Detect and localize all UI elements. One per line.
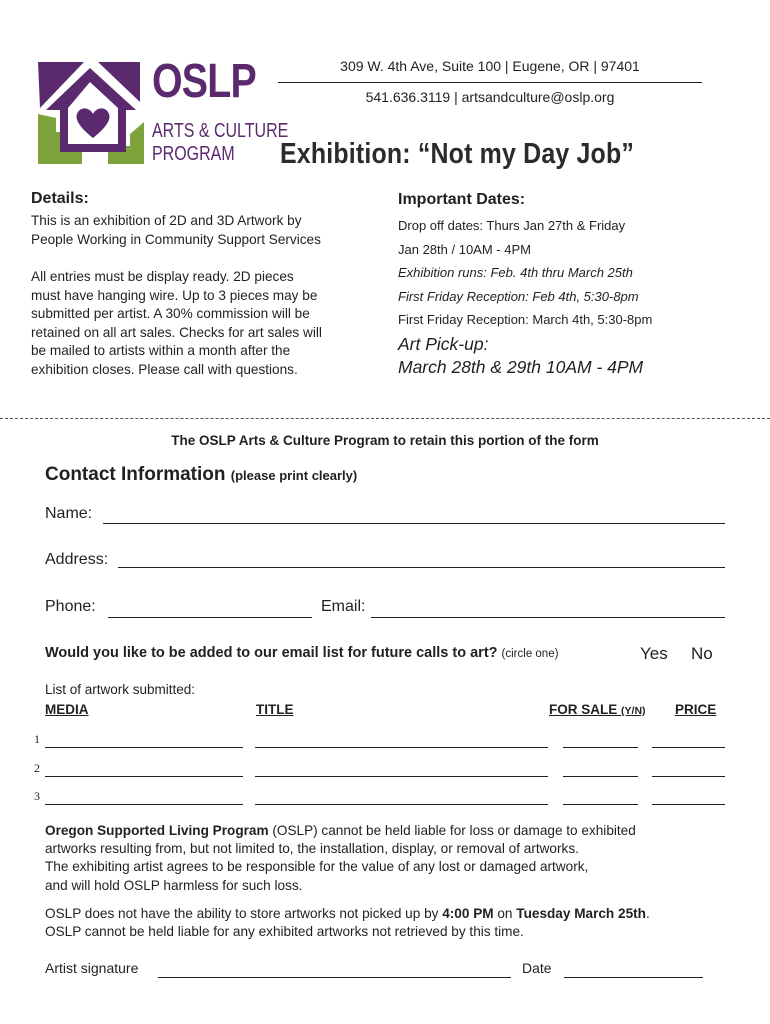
important-dates-heading: Important Dates:: [398, 191, 526, 208]
retain-notice: The OSLP Arts & Culture Program to retain this portion of the form: [171, 433, 599, 448]
row-3-title-field[interactable]: [255, 804, 548, 805]
signature-label: Artist signature: [45, 960, 139, 976]
important-dates-list: [398, 214, 652, 332]
row-1-sale-field[interactable]: [563, 747, 638, 748]
name-label: Name:: [45, 505, 93, 522]
yes-option[interactable]: Yes: [640, 644, 668, 663]
liability-disclaimer: Oregon Supported Living Program (OSLP) cannot be held liable for loss or damage to exhibited artworks resulting from, but not limited to, the installation, display, or removal of artworks. The exhibiting artist agrees to be responsible for the value of any lost or damaged artwork, and will hold OSLP harmless for such loss.: [45, 823, 636, 893]
logo-subtitle-2: PROGRAM: [152, 143, 235, 165]
details-heading: Details:: [31, 190, 89, 207]
contact-text: 541.636.3119 | artsandculture@oslp.org: [365, 89, 615, 105]
row-3-media-field[interactable]: [45, 804, 243, 805]
address-label: Address:: [45, 551, 109, 568]
row-2-price-field[interactable]: [652, 776, 725, 777]
circle-one-hint: (circle one): [501, 648, 559, 660]
row-1-title-field[interactable]: [255, 747, 548, 748]
row-1-price-field[interactable]: [652, 747, 725, 748]
phone-field[interactable]: [108, 617, 312, 618]
art-pickup: Art Pick-up: March 28th & 29th 10AM - 4PM: [398, 334, 644, 377]
exhibition-runs: Exhibition runs: Feb. 4th thru March 25th: [398, 265, 633, 280]
phone-label: Phone:: [45, 598, 96, 615]
email-label: Email:: [321, 598, 366, 615]
email-field[interactable]: [371, 617, 725, 618]
column-media: MEDIA: [45, 702, 89, 717]
row-number: 1: [34, 732, 40, 746]
no-option[interactable]: No: [691, 644, 713, 663]
row-number: 3: [34, 789, 40, 803]
logo-subtitle-1: ARTS & CULTURE: [152, 120, 289, 142]
row-number: 2: [34, 761, 40, 775]
date-field[interactable]: [564, 977, 703, 978]
first-friday-2: First Friday Reception: March 4th, 5:30-8pm: [398, 312, 653, 327]
row-3-sale-field[interactable]: [563, 804, 638, 805]
cut-line: [0, 418, 770, 419]
row-2-title-field[interactable]: [255, 776, 548, 777]
storage-notice: OSLP does not have the ability to store artworks not picked up by 4:00 PM on Tuesday March 25th. OSLP cannot be held liable for any exhibited artworks not retrieved by this time.: [45, 906, 650, 940]
details-rules: All entries must be display ready. 2D pieces must have hanging wire. Up to 3 pieces may be submitted per artist. A 30% commission will be retained on all art sales. Checks for art sales will be mailed to artists within a month after the exhibition closes. Please call with questions.: [31, 269, 322, 377]
artwork-list-label: List of artwork submitted:: [45, 682, 196, 697]
column-title: TITLE: [256, 702, 294, 717]
oslp-logo: [38, 55, 289, 168]
contact-subheading: (please print clearly): [230, 468, 358, 483]
exhibition-title: Exhibition: “Not my Day Job”: [280, 138, 635, 170]
dropoff-line-2: Jan 28th / 10AM - 4PM: [398, 241, 531, 257]
logo-text: OSLP: [152, 55, 256, 108]
email-list-question: Would you like to be added to our email list for future calls to art? (circle one): [45, 645, 559, 661]
first-friday-1: First Friday Reception: Feb 4th, 5:30-8pm: [398, 288, 639, 304]
row-1-media-field[interactable]: [45, 747, 243, 748]
address-field[interactable]: [118, 567, 725, 568]
date-label: Date: [522, 960, 552, 976]
row-2-sale-field[interactable]: [563, 776, 638, 777]
row-3-price-field[interactable]: [652, 804, 725, 805]
dropoff-line-1: Drop off dates: Thurs Jan 27th & Friday: [398, 218, 626, 233]
name-field[interactable]: [103, 523, 725, 524]
signature-field[interactable]: [158, 977, 511, 978]
row-2-media-field[interactable]: [45, 776, 243, 777]
column-price: PRICE: [675, 702, 717, 717]
address-text: 309 W. 4th Ave, Suite 100 | Eugene, OR | 97401: [340, 58, 640, 74]
contact-heading: Contact Information (please print clearly): [45, 464, 358, 485]
header-divider: [278, 82, 702, 83]
column-for-sale: FOR SALE (Y/N): [549, 702, 646, 717]
details-intro: This is an exhibition of 2D and 3D Artwork by People Working in Community Support Services: [31, 213, 321, 247]
